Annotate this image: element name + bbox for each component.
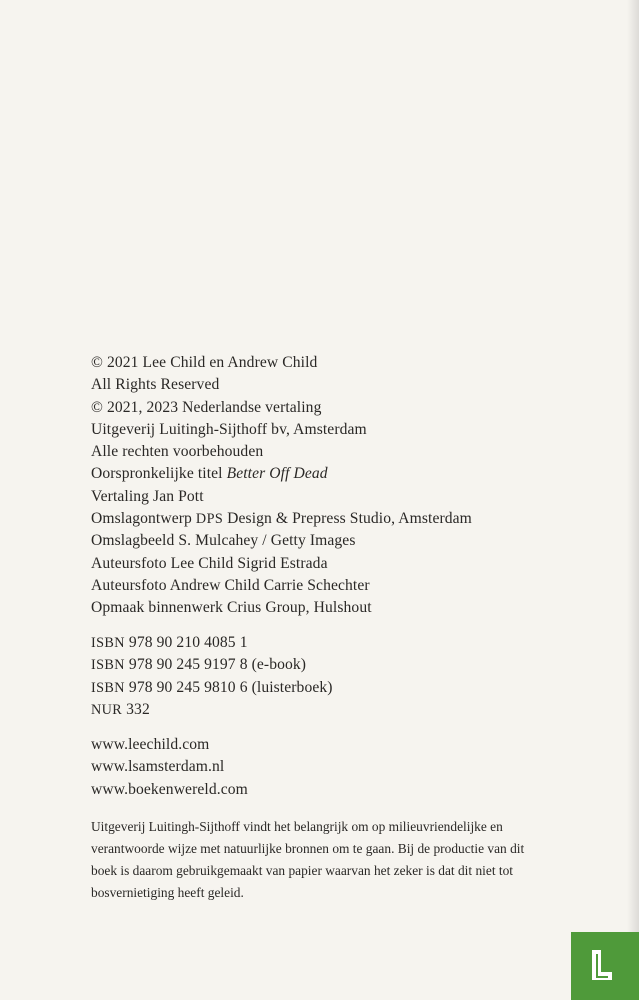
- isbn-label: ISBN: [91, 657, 125, 674]
- author-photo-andrew: Auteursfoto Andrew Child Carrie Schechter: [91, 576, 370, 594]
- nur-label: NUR: [91, 701, 123, 718]
- cover-design-suffix: Design & Prepress Studio, Amsterdam: [223, 510, 472, 528]
- rights-nl: Alle rechten voorbehouden: [91, 443, 264, 461]
- translation: Vertaling Jan Pott: [91, 487, 204, 505]
- layout-credit: Opmaak binnenwerk Crius Group, Hulshout: [91, 599, 372, 617]
- credits-block: [91, 352, 472, 620]
- isbn-label: ISBN: [91, 635, 125, 651]
- copyright-translation: © 2021, 2023 Nederlandse vertaling: [91, 398, 322, 416]
- publisher: Uitgeverij Luitingh-Sijthoff bv, Amsterdam: [91, 420, 367, 438]
- note-line: verantwoorde wijze met natuurlijke bronnen om te gaan. Bij de productie van dit: [91, 841, 525, 857]
- website-link: www.lsamsterdam.nl: [91, 758, 225, 776]
- author-photo-lee: Auteursfoto Lee Child Sigrid Estrada: [91, 554, 328, 572]
- isbn-line: [91, 677, 333, 699]
- website-link: www.boekenwereld.com: [91, 780, 248, 798]
- page-edge-shadow: [627, 0, 639, 1000]
- environment-note: [91, 816, 569, 904]
- rights-reserved: All Rights Reserved: [91, 376, 220, 394]
- isbn-value: 978 90 245 9197 8 (e-book): [124, 656, 307, 674]
- website-links: [91, 734, 248, 801]
- site-logo-icon: [571, 932, 639, 1000]
- isbn-label: ISBN: [91, 679, 125, 696]
- copyright-authors: © 2021 Lee Child en Andrew Child: [91, 354, 318, 371]
- nur-value: 332: [122, 700, 150, 718]
- cover-image: Omslagbeeld S. Mulcahey / Getty Images: [91, 532, 356, 550]
- isbn-block: [91, 632, 333, 721]
- isbn-line: [91, 654, 333, 676]
- note-line: Uitgeverij Luitingh-Sijthoff vindt het belangrijk om op milieuvriendelijke en: [91, 819, 503, 834]
- website-link: www.leechild.com: [91, 736, 210, 753]
- nur-line: [91, 699, 333, 721]
- cover-design-line: [91, 508, 472, 530]
- note-line: bosvernietiging heeft geleid.: [91, 885, 244, 901]
- cover-design-prefix: Omslagontwerp: [91, 510, 196, 528]
- original-title: Better Off Dead: [226, 465, 328, 483]
- cover-design-dps: DPS: [195, 511, 224, 528]
- original-title-line: [91, 463, 472, 485]
- isbn-value: 978 90 245 9810 6 (luisterboek): [124, 678, 333, 696]
- isbn-value: 978 90 210 4085 1: [124, 634, 248, 651]
- original-title-prefix: Oorspronkelijke titel: [91, 465, 227, 483]
- isbn-line: [91, 632, 333, 654]
- note-line: boek is daarom gebruikgemaakt van papier waarvan het zeker is dat dit niet tot: [91, 863, 514, 879]
- logo-mark: [589, 948, 615, 982]
